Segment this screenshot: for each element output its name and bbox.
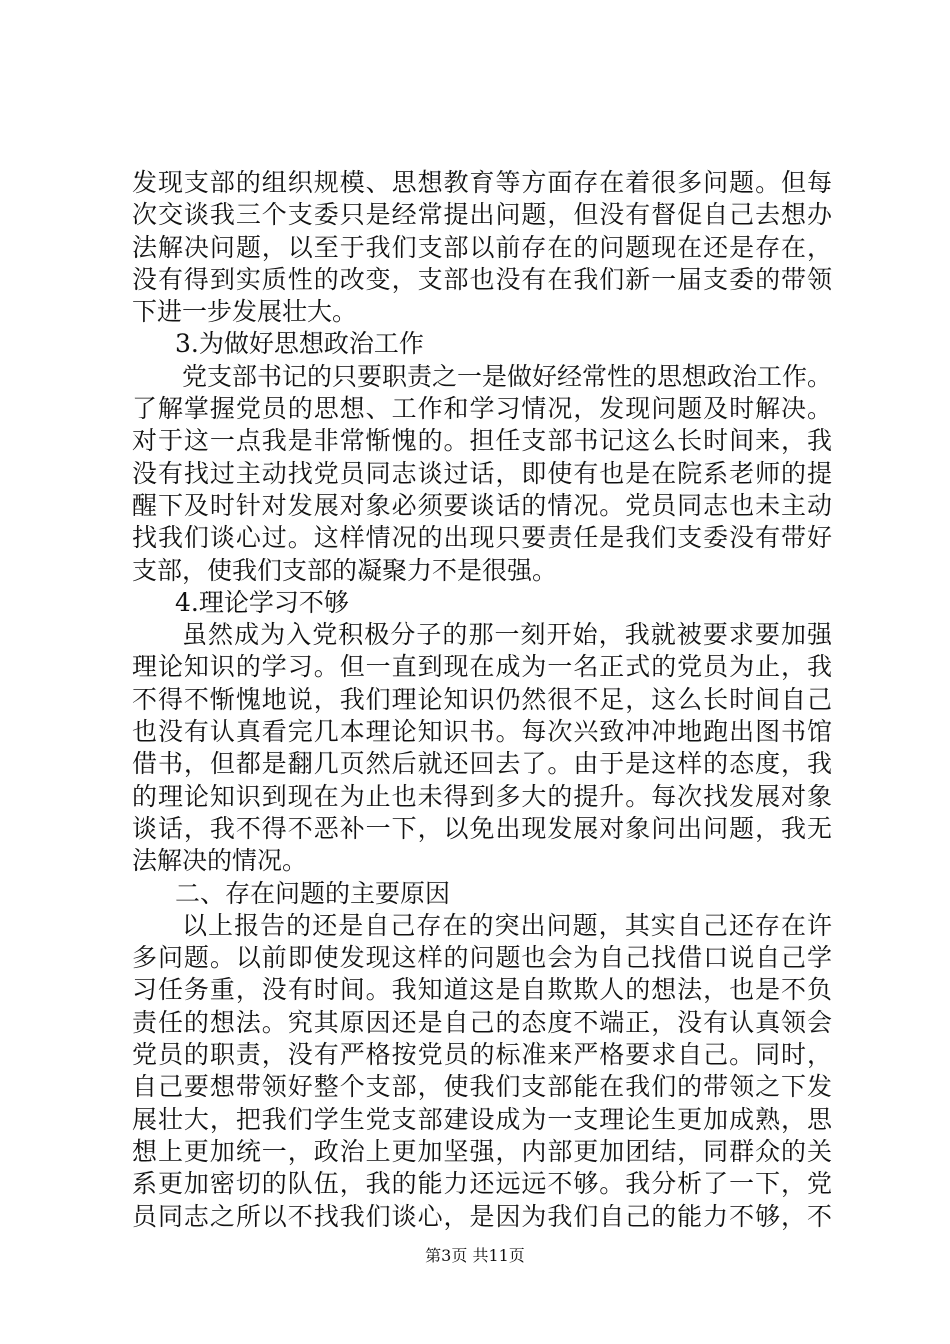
text-line: 以上报告的还是自己存在的突出问题，其实自己还存在许 <box>182 910 832 940</box>
text-line: 醒下及时针对发展对象必须要谈话的情况。党员同志也未主动 <box>132 490 832 520</box>
text-line: 次交谈我三个支委只是经常提出问题，但没有督促自己去想办 <box>132 200 832 230</box>
text-line: 发现支部的组织规模、思想教育等方面存在着很多问题。但每 <box>132 168 832 197</box>
text-line: 责任的想法。究其原因还是自己的态度不端正，没有认真领会 <box>132 1007 832 1037</box>
text-line: 多问题。以前即使发现这样的问题也会为自己找借口说自己学 <box>132 943 832 973</box>
text-line: 系更加密切的队伍，我的能力还远远不够。我分析了一下，党 <box>132 1169 832 1199</box>
text-line: 的理论知识到现在为止也未得到多大的提升。每次找发展对象 <box>132 781 832 811</box>
text-line: 没有得到实质性的改变，支部也没有在我们新一届支委的带领 <box>132 264 832 294</box>
text-line: 下进一步发展壮大。 <box>132 297 358 327</box>
text-line: 支部，使我们支部的凝聚力不是很强。 <box>132 555 558 585</box>
text-line: 谈话，我不得不恶补一下，以免出现发展对象问出问题，我无 <box>132 813 832 843</box>
text-line: 借书，但都是翻几页然后就还回去了。由于是这样的态度，我 <box>132 749 832 779</box>
text-line: 不得不惭愧地说，我们理论知识仍然很不足，这么长时间自己 <box>132 684 832 714</box>
text-line: 对于这一点我是非常惭愧的。担任支部书记这么长时间来，我 <box>132 426 832 456</box>
text-line: 法解决的情况。 <box>132 846 308 876</box>
text-line: 理论知识的学习。但一直到现在成为一名正式的党员为止，我 <box>132 652 832 682</box>
text-line: 习任务重，没有时间。我知道这是自欺欺人的想法，也是不负 <box>132 975 832 1005</box>
text-line: 虽然成为入党积极分子的那一刻开始，我就被要求要加强 <box>182 620 832 650</box>
text-line: 法解决问题，以至于我们支部以前存在的问题现在还是存在， <box>132 232 832 262</box>
text-line: 党支部书记的只要职责之一是做好经常性的思想政治工作。 <box>182 361 832 391</box>
section-heading: 4.理论学习不够 <box>175 587 349 617</box>
text-line: 党员的职责，没有严格按党员的标准来严格要求自己。同时， <box>132 1040 832 1070</box>
section-heading: 3.为做好思想政治工作 <box>175 329 424 359</box>
text-line: 展壮大，把我们学生党支部建设成为一支理论生更加成熟，思 <box>132 1104 832 1134</box>
body-text <box>132 167 832 1233</box>
text-line: 想上更加统一，政治上更加坚强，内部更加团结，同群众的关 <box>132 1136 832 1166</box>
page-footer: 第3页 共11页 <box>425 1246 525 1265</box>
section-heading: 二、存在问题的主要原因 <box>175 878 451 908</box>
text-line: 自己要想带领好整个支部，使我们支部能在我们的带领之下发 <box>132 1072 832 1102</box>
text-line: 也没有认真看完几本理论知识书。每次兴致冲冲地跑出图书馆 <box>132 717 832 747</box>
text-line: 员同志之所以不找我们谈心，是因为我们自己的能力不够，不 <box>132 1201 832 1231</box>
text-line: 没有找过主动找党员同志谈过话，即使有也是在院系老师的提 <box>132 458 832 488</box>
text-line: 找我们谈心过。这样情况的出现只要责任是我们支委没有带好 <box>132 523 832 553</box>
text-line: 了解掌握党员的思想、工作和学习情况，发现问题及时解决。 <box>132 394 832 424</box>
